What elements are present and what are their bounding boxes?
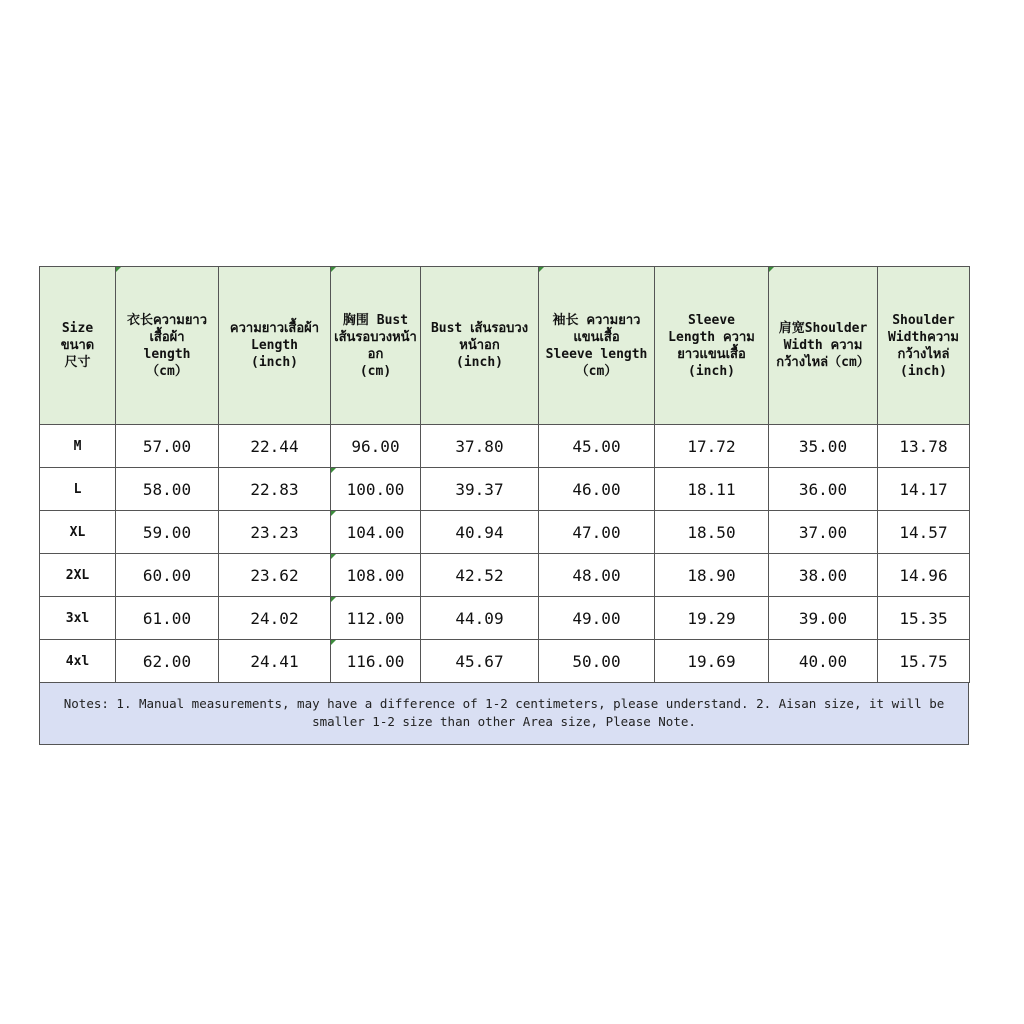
header-sleeve-cm <box>539 267 655 425</box>
length-inch: 24.02 <box>219 597 331 640</box>
length-cm: 62.00 <box>116 640 219 683</box>
length-inch: 22.83 <box>219 468 331 511</box>
shoulder-inch: 14.17 <box>878 468 970 511</box>
sleeve-inch: 19.29 <box>655 597 769 640</box>
header-text: Sleeve <box>688 312 735 328</box>
header-text: （cm） <box>146 363 188 379</box>
size-chart <box>39 266 969 745</box>
sleeve-inch: 17.72 <box>655 425 769 468</box>
shoulder-inch: 13.78 <box>878 425 970 468</box>
sleeve-cm: 45.00 <box>539 425 655 468</box>
length-inch: 23.23 <box>219 511 331 554</box>
header-bust-cm <box>331 267 421 425</box>
header-text: เส้นรอบวงหน้า <box>334 329 417 345</box>
cell-marker <box>331 640 336 645</box>
header-text: (cm) <box>359 363 392 379</box>
length-cm: 61.00 <box>116 597 219 640</box>
header-text: ความยาวเสื้อผ้า <box>229 321 320 336</box>
cell-marker <box>116 267 121 272</box>
bust-cm <box>331 640 421 683</box>
cell-marker <box>331 267 336 272</box>
shoulder-cm: 37.00 <box>769 511 878 554</box>
size-label: 4xl <box>40 640 116 683</box>
sleeve-cm: 50.00 <box>539 640 655 683</box>
bust-inch: 40.94 <box>421 511 539 554</box>
shoulder-inch: 15.35 <box>878 597 970 640</box>
cell-marker <box>769 267 774 272</box>
sleeve-cm: 48.00 <box>539 554 655 597</box>
shoulder-inch: 14.57 <box>878 511 970 554</box>
header-text: ขนาด <box>60 338 95 353</box>
table-row <box>40 640 970 683</box>
header-shoulder-inch <box>878 267 970 425</box>
header-text: Sleeve length <box>545 346 648 362</box>
header-text: Length <box>251 338 298 353</box>
length-inch: 24.41 <box>219 640 331 683</box>
bust-inch: 37.80 <box>421 425 539 468</box>
header-row <box>40 267 970 425</box>
header-text: หน้าอก <box>459 338 500 353</box>
header-sleeve-inch <box>655 267 769 425</box>
header-text: (inch) <box>900 363 947 379</box>
bust-inch: 42.52 <box>421 554 539 597</box>
bust-cm-value: 112.00 <box>346 608 405 628</box>
cell-marker <box>331 468 336 473</box>
bust-cm <box>331 511 421 554</box>
bust-cm <box>331 468 421 511</box>
table-row <box>40 554 970 597</box>
header-text: ยาวแขนเสื้อ <box>677 346 746 362</box>
shoulder-cm: 35.00 <box>769 425 878 468</box>
sleeve-cm: 49.00 <box>539 597 655 640</box>
header-text: (inch) <box>456 355 503 370</box>
header-text: length <box>143 346 191 362</box>
bust-inch: 39.37 <box>421 468 539 511</box>
sleeve-cm: 47.00 <box>539 511 655 554</box>
bust-cm-value: 104.00 <box>346 522 405 542</box>
header-text: 胸围 Bust <box>342 312 409 328</box>
header-text: อก <box>367 346 384 362</box>
notes-box <box>39 683 969 745</box>
header-text: Width ความ <box>783 338 863 353</box>
length-cm: 57.00 <box>116 425 219 468</box>
shoulder-cm: 38.00 <box>769 554 878 597</box>
shoulder-cm: 36.00 <box>769 468 878 511</box>
bust-cm <box>331 597 421 640</box>
header-bust-inch <box>421 267 539 425</box>
sleeve-inch: 19.69 <box>655 640 769 683</box>
table-row <box>40 468 970 511</box>
header-text: (inch) <box>251 355 298 370</box>
shoulder-cm: 39.00 <box>769 597 878 640</box>
size-label: L <box>40 468 116 511</box>
header-text: Size <box>61 321 94 336</box>
sleeve-inch: 18.11 <box>655 468 769 511</box>
bust-cm-value: 108.00 <box>346 565 405 585</box>
notes-line-2: smaller 1-2 size than other Area size, Please Note. <box>312 714 696 729</box>
header-text: Bust เส้นรอบวง <box>430 321 529 336</box>
length-inch: 22.44 <box>219 425 331 468</box>
shoulder-cm: 40.00 <box>769 640 878 683</box>
bust-cm <box>331 554 421 597</box>
header-text: แขนเสื้อ <box>573 329 620 345</box>
length-cm: 60.00 <box>116 554 219 597</box>
cell-marker <box>331 554 336 559</box>
header-size <box>40 267 116 425</box>
bust-inch: 45.67 <box>421 640 539 683</box>
header-text: 袖长 ความยาว <box>552 312 641 328</box>
bust-inch: 44.09 <box>421 597 539 640</box>
sleeve-inch: 18.50 <box>655 511 769 554</box>
header-length-inch <box>219 267 331 425</box>
bust-cm-value: 116.00 <box>346 651 405 671</box>
cell-marker <box>331 511 336 516</box>
length-inch: 23.62 <box>219 554 331 597</box>
notes-line-1: Notes: 1. Manual measurements, may have a difference of 1-2 centimeters, please understand. 2. Aisan size, it will be <box>63 696 945 711</box>
header-text: กว้างไหล่ <box>897 346 950 362</box>
header-text: 尺寸 <box>64 355 91 370</box>
size-label: XL <box>40 511 116 554</box>
header-shoulder-cm <box>769 267 878 425</box>
header-text: Length ความ <box>668 329 755 345</box>
table-row <box>40 597 970 640</box>
size-label: M <box>40 425 116 468</box>
cell-marker <box>331 597 336 602</box>
sleeve-inch: 18.90 <box>655 554 769 597</box>
header-text: (inch) <box>688 363 735 379</box>
length-cm: 59.00 <box>116 511 219 554</box>
header-text: Shoulder <box>892 312 955 328</box>
table-row <box>40 425 970 468</box>
table-row <box>40 511 970 554</box>
header-text: （cm） <box>575 363 618 379</box>
header-text: กว้างไหล่（cm） <box>776 355 870 370</box>
header-length-cm <box>116 267 219 425</box>
shoulder-inch: 14.96 <box>878 554 970 597</box>
size-label: 2XL <box>40 554 116 597</box>
length-cm: 58.00 <box>116 468 219 511</box>
header-text: 衣长ความยาว <box>126 312 208 328</box>
cell-marker <box>539 267 544 272</box>
sleeve-cm: 46.00 <box>539 468 655 511</box>
header-text: เสื้อผ้า <box>149 329 185 345</box>
bust-cm: 96.00 <box>331 425 421 468</box>
shoulder-inch: 15.75 <box>878 640 970 683</box>
size-table <box>39 266 970 683</box>
size-label: 3xl <box>40 597 116 640</box>
header-text: 肩宽Shoulder <box>778 321 868 336</box>
bust-cm-value: 100.00 <box>346 479 405 499</box>
header-text: Widthความ <box>888 329 959 345</box>
